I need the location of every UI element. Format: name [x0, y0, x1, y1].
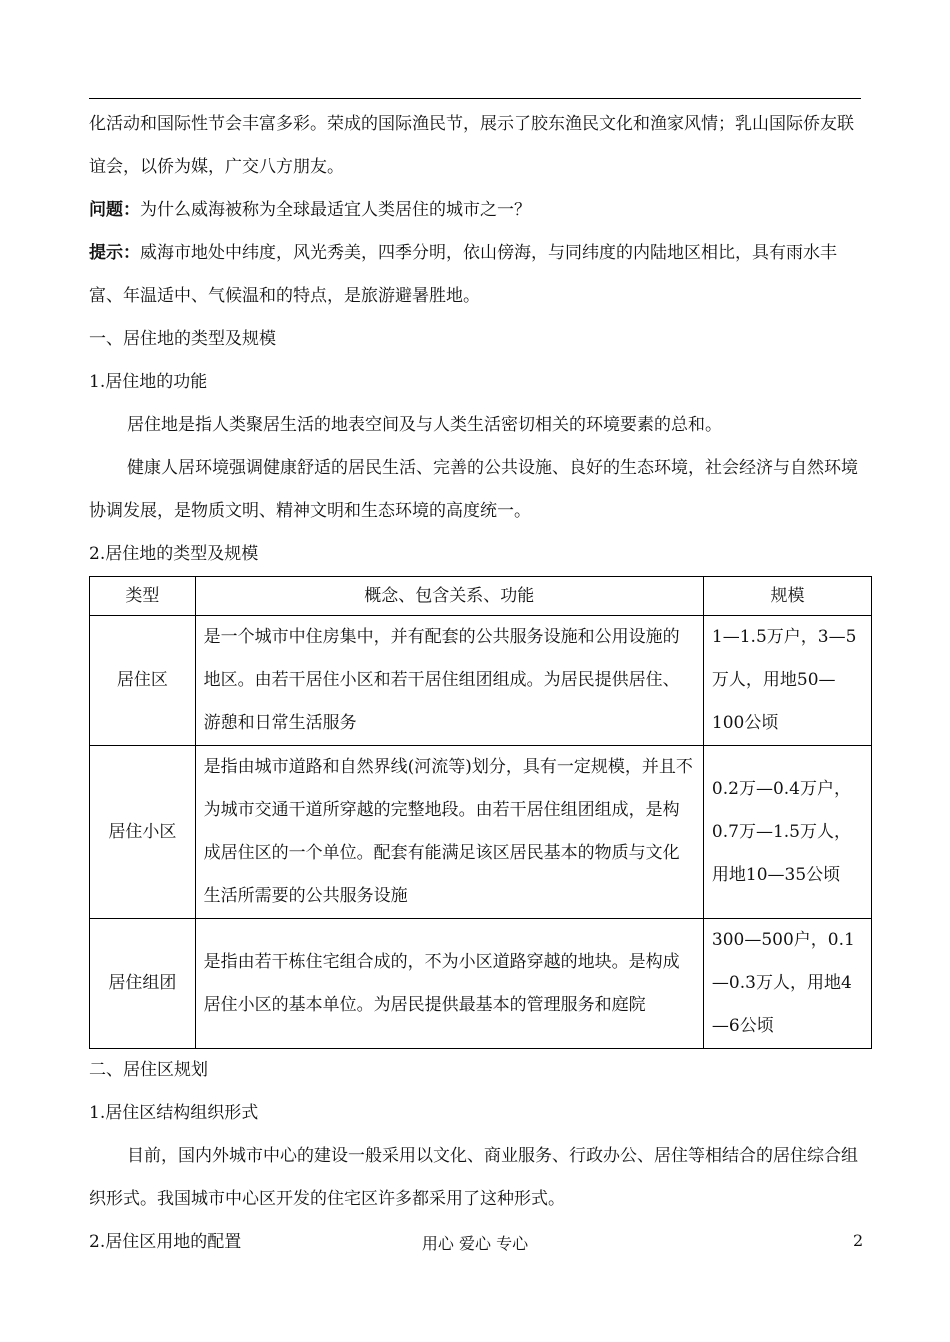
question — [89, 189, 861, 232]
subheading-1-2: 2.居住地的类型及规模 — [89, 544, 259, 564]
hint-text: 威海市地处中纬度，风光秀美，四季分明，依山傍海，与同纬度的内陆地区相比，具有雨水丰富、年温适中、气候温和的特点，是旅游避暑胜地。 — [89, 243, 837, 306]
table-cell-type: 居住区 — [90, 616, 196, 746]
hint — [89, 232, 861, 318]
table-row — [90, 746, 872, 919]
table-row — [90, 616, 872, 746]
section-heading-2: 二、居住区规划 — [89, 1060, 208, 1080]
paragraph-function-1: 居住地是指人类聚居生活的地表空间及与人类生活密切相关的环境要素的总和。 — [127, 415, 722, 435]
footer-text: 用心 爱心 专心 — [421, 1234, 529, 1253]
header-rule — [89, 98, 861, 99]
table-cell-type: 居住组团 — [90, 919, 196, 1049]
page-number: 2 — [853, 1231, 864, 1250]
section-heading-1: 一、居住地的类型及规模 — [89, 329, 276, 349]
subheading-2-2: 2.居住区用地的配置 — [89, 1232, 242, 1252]
table-cell-concept: 是指由若干栋住宅组合成的，不为小区道路穿越的地块。是构成居住小区的基本单位。为居民提供最基本的管理服务和庭院 — [195, 919, 703, 1049]
page-body — [89, 103, 864, 1264]
table-header-row — [90, 577, 872, 616]
question-text: 为什么威海被称为全球最适宜人类居住的城市之一？ — [140, 200, 531, 220]
subheading-2-1: 1.居住区结构组织形式 — [89, 1103, 259, 1123]
subheading-1-1: 1.居住地的功能 — [89, 372, 208, 392]
question-label: 问题： — [89, 200, 140, 220]
hint-label: 提示： — [89, 243, 140, 263]
table-header-type: 类型 — [90, 577, 196, 616]
table-cell-concept: 是一个城市中住房集中，并有配套的公共服务设施和公用设施的地区。由若干居住小区和若干居住组团组成。为居民提供居住、游憩和日常生活服务 — [195, 616, 703, 746]
table-header-scale: 规模 — [703, 577, 871, 616]
table-header-concept: 概念、包含关系、功能 — [195, 577, 703, 616]
paragraph-function-2: 健康人居环境强调健康舒适的居民生活、完善的公共设施、良好的生态环境，社会经济与自然环境协调发展，是物质文明、精神文明和生态环境的高度统一。 — [89, 458, 858, 521]
paragraph-continuation: 化活动和国际性节会丰富多彩。荣成的国际渔民节，展示了胶东渔民文化和渔家风情；乳山国际侨友联谊会，以侨为媒，广交八方朋友。 — [89, 114, 854, 177]
paragraph-structure: 目前，国内外城市中心的建设一般采用以文化、商业服务、行政办公、居住等相结合的居住综合组织形式。我国城市中心区开发的住宅区许多都采用了这种形式。 — [89, 1146, 858, 1209]
table-cell-concept: 是指由城市道路和自然界线(河流等)划分，具有一定规模，并且不为城市交通干道所穿越的完整地段。由若干居住组团组成，是构成居住区的一个单位。配套有能满足该区居民基本的物质与文化生活所需要的公共服务设施 — [195, 746, 703, 919]
table-cell-scale: 300—500户，0.1—0.3万人，用地4—6公顷 — [703, 919, 871, 1049]
table-row — [90, 919, 872, 1049]
residential-types-table — [89, 576, 872, 1049]
table-cell-type: 居住小区 — [90, 746, 196, 919]
table-cell-scale: 0.2万—0.4万户，0.7万—1.5万人，用地10—35公顷 — [703, 746, 871, 919]
table-cell-scale: 1—1.5万户，3—5万人，用地50—100公顷 — [703, 616, 871, 746]
